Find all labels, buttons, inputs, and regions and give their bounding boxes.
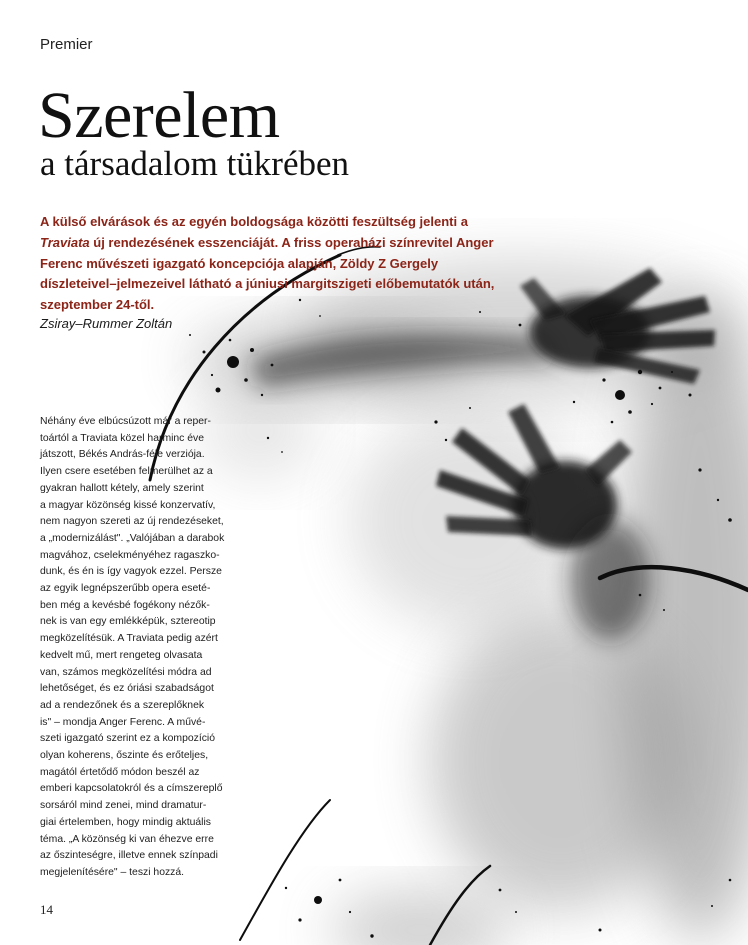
body-line: nem nagyon szereti az új rendezéseket, [40, 516, 224, 528]
body-line: ben még a kevésbé fogékony nézők- [40, 599, 210, 611]
body-line: nek is van egy emlékképük, sztereotip [40, 616, 216, 628]
lead-text-start: A külső elvárások és az egyén boldogsága közötti feszültség jelenti a [40, 214, 468, 229]
body-line: magától értetődő módon beszél az [40, 766, 200, 778]
body-column [40, 414, 236, 882]
body-line: Néhány éve elbúcsúzott már a reper- [40, 416, 211, 427]
section-label: Premier [40, 36, 93, 53]
body-line: kedvelt mű, mert rengeteg olvasata [40, 649, 203, 661]
body-line: Ilyen csere esetében felmerülhet az a [40, 466, 213, 478]
lead-opera-title: Traviata [40, 234, 90, 250]
page-number: 14 [40, 902, 53, 917]
body-line: giai értelemben, hogy mindig aktuális [40, 816, 211, 828]
body-line: dunk, és én is így vagyok ezzel. Persze [40, 566, 222, 578]
body-line: ad a rendezőnek és a szereplőknek [40, 699, 205, 711]
body-line: téma. „A közönség ki van éhezve erre [40, 833, 214, 845]
body-line: játszott, Békés András-féle verziója. [40, 449, 205, 461]
body-line: a „modernizálást". „Valójában a darabok [40, 532, 225, 544]
body-line: is" – mondja Anger Ferenc. A művé- [40, 716, 206, 728]
lead-paragraph [40, 212, 510, 316]
body-line: az őszinteségre, illetve ennek színpadi [40, 850, 218, 862]
body-line: az egyik legnépszerűbb opera eseté- [40, 583, 211, 595]
body-line: lehetőséget, és ez óriási szabadságot [40, 683, 214, 695]
body-line: szeti igazgató szerint ez a kompozíció [40, 733, 215, 745]
body-line: toártól a Traviata közel harminc éve [40, 432, 205, 444]
article-title: Szerelem [38, 79, 280, 152]
body-line: gyakran hallott kétely, amely szerint [40, 482, 204, 494]
author-byline: Zsiray–Rummer Zoltán [40, 316, 173, 331]
lead-text-end: új rendezésének esszenciáját. A friss operaházi színrevitel Anger Ferenc művészeti igazgató koncepciója alapján, Zöldy Z Gergely díszleteivel–jelmezeivel látható a júniusi margitszigeti előbemutatók után, szeptember 24-től. [40, 234, 495, 313]
body-line: megközelítésük. A Traviata pedig azért [40, 633, 218, 645]
body-line: megjelenítésére" – teszi hozzá. [40, 866, 185, 878]
body-line: van, számos megközelítési módra ad [40, 666, 212, 678]
body-line: sorsáról mind zenei, mind dramatur- [40, 800, 207, 812]
body-line: emberi kapcsolatokról és a címszereplő [40, 783, 223, 795]
body-line: olyan koherens, őszinte és erőteljes, [40, 750, 209, 762]
body-line: magvához, cselekményéhez ragaszko- [40, 549, 220, 561]
article-subtitle: a társadalom tükrében [40, 144, 350, 183]
body-line: a magyar közönség kissé konzervatív, [40, 499, 216, 511]
